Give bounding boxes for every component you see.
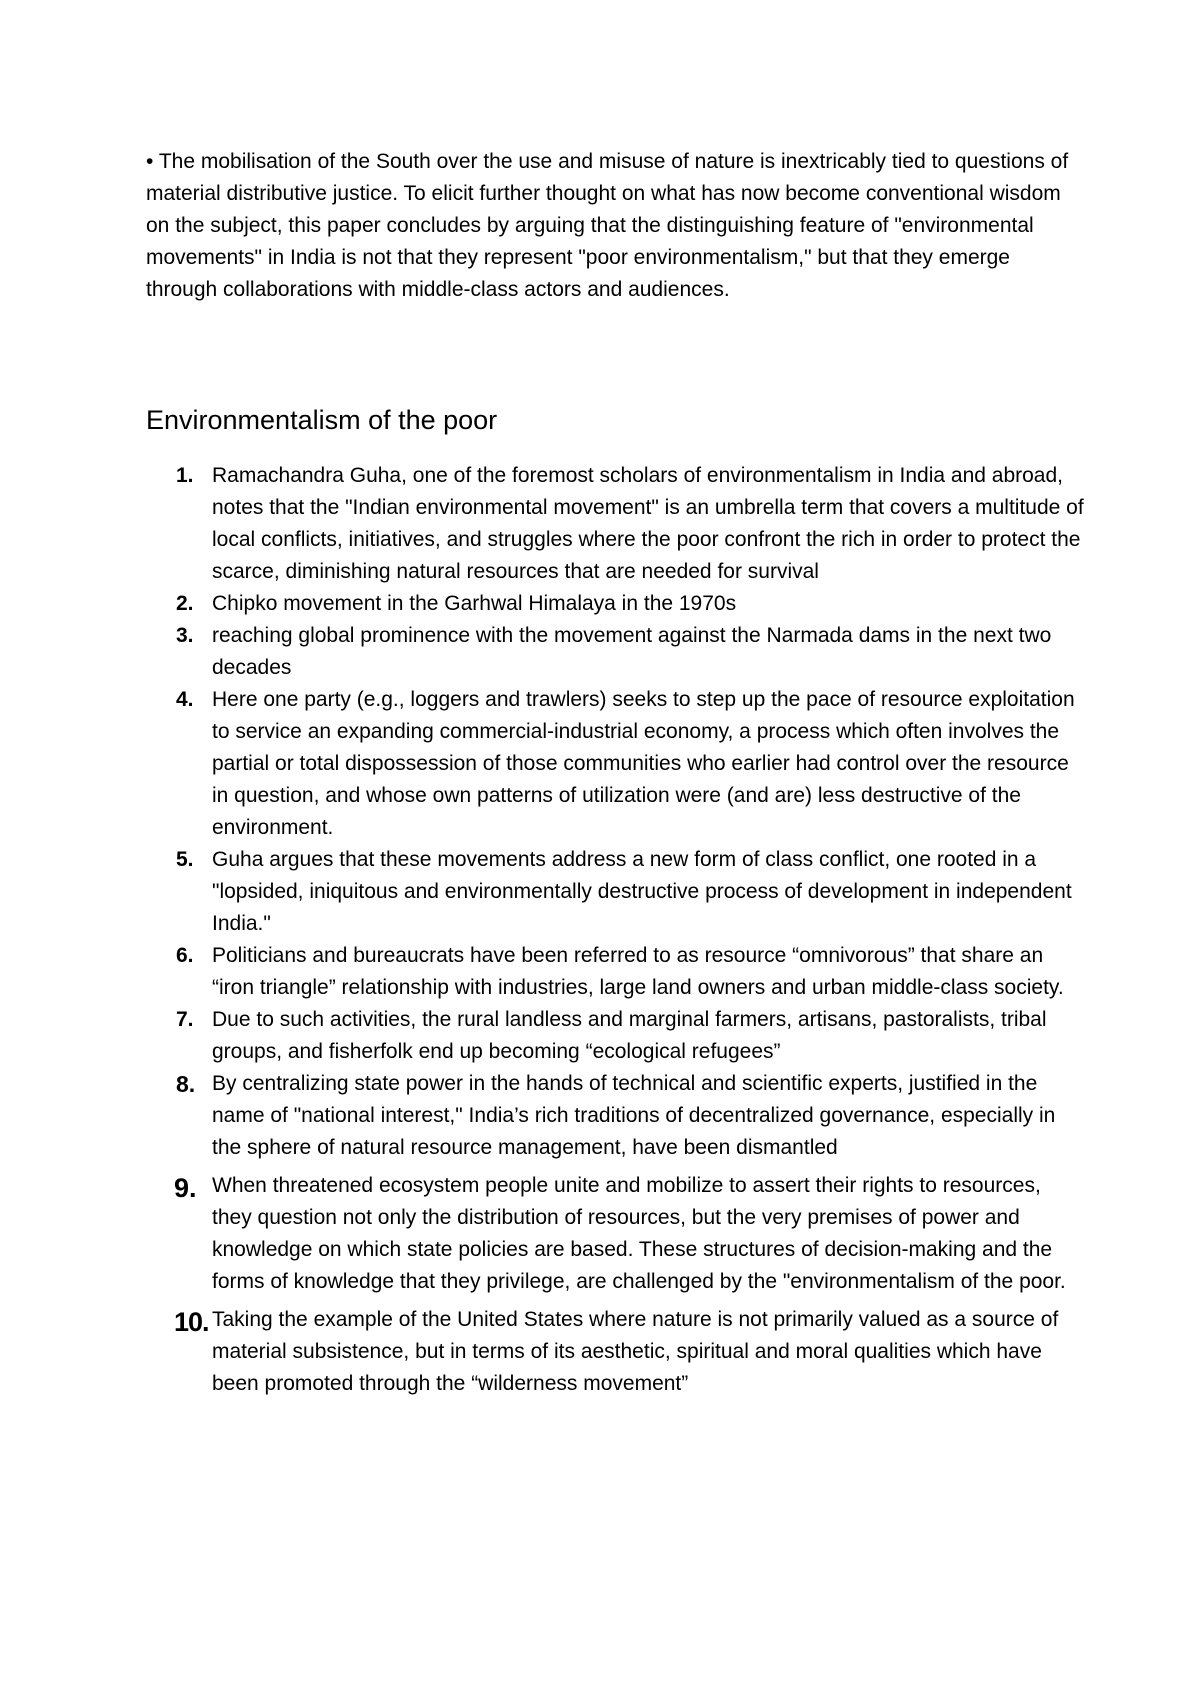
- list-item-text: When threatened ecosystem people unite and mobilize to assert their rights to resources, they question not only the distribution of resources, but the very premises of power and knowledge on which state policies are based. These structures of decision-making and the forms of knowledge that they privilege, are challenged by the "environmentalism of the poor.: [212, 1174, 1066, 1293]
- list-item: [146, 940, 1086, 1004]
- list-number: 5.: [176, 848, 194, 871]
- list-item: [146, 620, 1086, 684]
- list-item: [146, 1068, 1086, 1164]
- list-item: [146, 844, 1086, 940]
- list-item-text: By centralizing state power in the hands of technical and scientific experts, justified in the name of "national interest," India’s rich traditions of decentralized governance, especially in the sphere of natural resource management, have been dismantled: [212, 1072, 1056, 1159]
- list-number: 10.: [174, 1307, 209, 1337]
- list-number: 4.: [176, 688, 194, 711]
- list-item-text: Politicians and bureaucrats have been referred to as resource “omnivorous” that share an “iron triangle” relationship with industries, large land owners and urban middle-class society.: [212, 944, 1064, 999]
- list-item: [146, 1170, 1086, 1298]
- list-item-text: Due to such activities, the rural landless and marginal farmers, artisans, pastoralists, tribal groups, and fisherfolk end up becoming “ecological refugees”: [212, 1008, 1047, 1063]
- list-number: 8.: [176, 1071, 196, 1097]
- list-item-text: Here one party (e.g., loggers and trawlers) seeks to step up the pace of resource exploitation to service an expanding commercial-industrial economy, a process which often involves the partial or total dispossession of those communities who earlier had control over the resource in question, and whose own patterns of utilization were (and are) less destructive of the environment.: [212, 688, 1075, 839]
- list-number: 7.: [176, 1008, 194, 1031]
- list-number: 6.: [176, 944, 194, 967]
- list-item: [146, 684, 1086, 844]
- list-item: [146, 588, 1086, 620]
- numbered-list: [146, 460, 1086, 1400]
- list-item: [146, 460, 1086, 588]
- list-number: 9.: [174, 1173, 197, 1203]
- list-item: [146, 1304, 1086, 1400]
- list-number: 3.: [176, 624, 194, 647]
- list-item-text: Chipko movement in the Garhwal Himalaya in the 1970s: [212, 592, 737, 615]
- list-number: 1.: [176, 464, 194, 487]
- section-heading: Environmentalism of the poor: [146, 405, 498, 435]
- list-item-text: reaching global prominence with the movement against the Narmada dams in the next two decades: [212, 624, 1052, 679]
- list-item-text: Ramachandra Guha, one of the foremost scholars of environmentalism in India and abroad, notes that the "Indian environmental movement" is an umbrella term that covers a multitude of local conflicts, initiatives, and struggles where the poor confront the rich in order to protect the scarce, diminishing natural resources that are needed for survival: [212, 464, 1084, 583]
- list-number: 2.: [176, 592, 194, 615]
- intro-paragraph: [146, 146, 1076, 306]
- intro-text: The mobilisation of the South over the use and misuse of nature is inextricably tied to questions of material distributive justice. To elicit further thought on what has now become conventional wisdom on the subject, this paper concludes by arguing that the distinguishing feature of "environmental movements" in India is not that they represent "poor environmentalism," but that they emerge through collaborations with middle-class actors and audiences.: [146, 150, 1069, 301]
- list-item-text: Taking the example of the United States where nature is not primarily valued as a source of material subsistence, but in terms of its aesthetic, spiritual and moral qualities which have been promoted through the “wilderness movement”: [212, 1308, 1059, 1395]
- list-item-text: Guha argues that these movements address a new form of class conflict, one rooted in a "lopsided, iniquitous and environmentally destructive process of development in independent India.": [212, 848, 1072, 935]
- list-item: [146, 1004, 1086, 1068]
- bullet-marker: •: [146, 150, 154, 173]
